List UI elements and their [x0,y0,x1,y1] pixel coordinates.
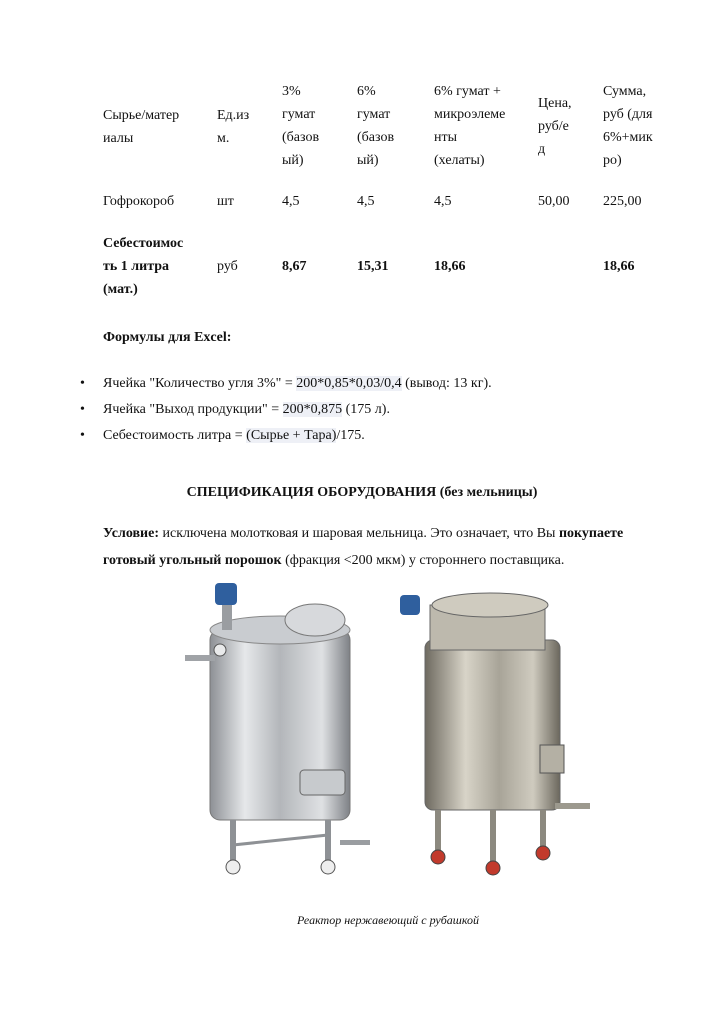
reactor-illustration [180,575,600,905]
reactor-right [400,593,590,875]
table-row: Себестоимос ть 1 литра (мат.) руб 8,67 15,31 18,66 18,66 [103,232,663,302]
header-materials: Сырье/матер иалы [103,108,180,146]
list-item: • Ячейка "Выход продукции" = 200*0,875 (175 л). [80,397,492,423]
list-item: • Ячейка "Количество угля 3%" = 200*0,85*0,03/0,4 (вывод: 13 кг). [80,371,492,397]
header-3pct: 3% гумат (базов ый) [282,84,320,168]
header-6pct: 6% гумат (базов ый) [357,84,395,168]
reactor-images [180,575,600,905]
spec-heading: СПЕЦИФИКАЦИЯ ОБОРУДОВАНИЯ (без мельницы) [186,485,538,500]
table-row: Гофрокороб шт 4,5 4,5 4,5 50,00 225,00 [103,194,642,209]
formulas-list [80,371,492,449]
list-item: • Себестоимость литра = (Сырье + Тара)/175. [80,423,492,449]
header-unit: Ед.из м. [217,108,250,146]
header-6pct-micro: 6% гумат + микроэлеме нты (хелаты) [434,84,506,168]
condition-paragraph: Условие: исключена молотковая и шаровая мельница. Это означает, что Вы покупаете готовый угольный порошок (фракция <200 мкм) у стороннего поставщика. [103,526,624,568]
image-caption: Реактор нержавеющий с рубашкой [297,913,479,927]
reactor-left [185,583,370,874]
formulas-heading: Формулы для Excel: [103,330,232,345]
header-price: Цена, руб/е д [538,96,572,157]
header-sum: Сумма, руб (для 6%+мик ро) [603,84,653,168]
cost-per-liter-label: Себестоимос ть 1 литра (мат.) [103,236,184,297]
